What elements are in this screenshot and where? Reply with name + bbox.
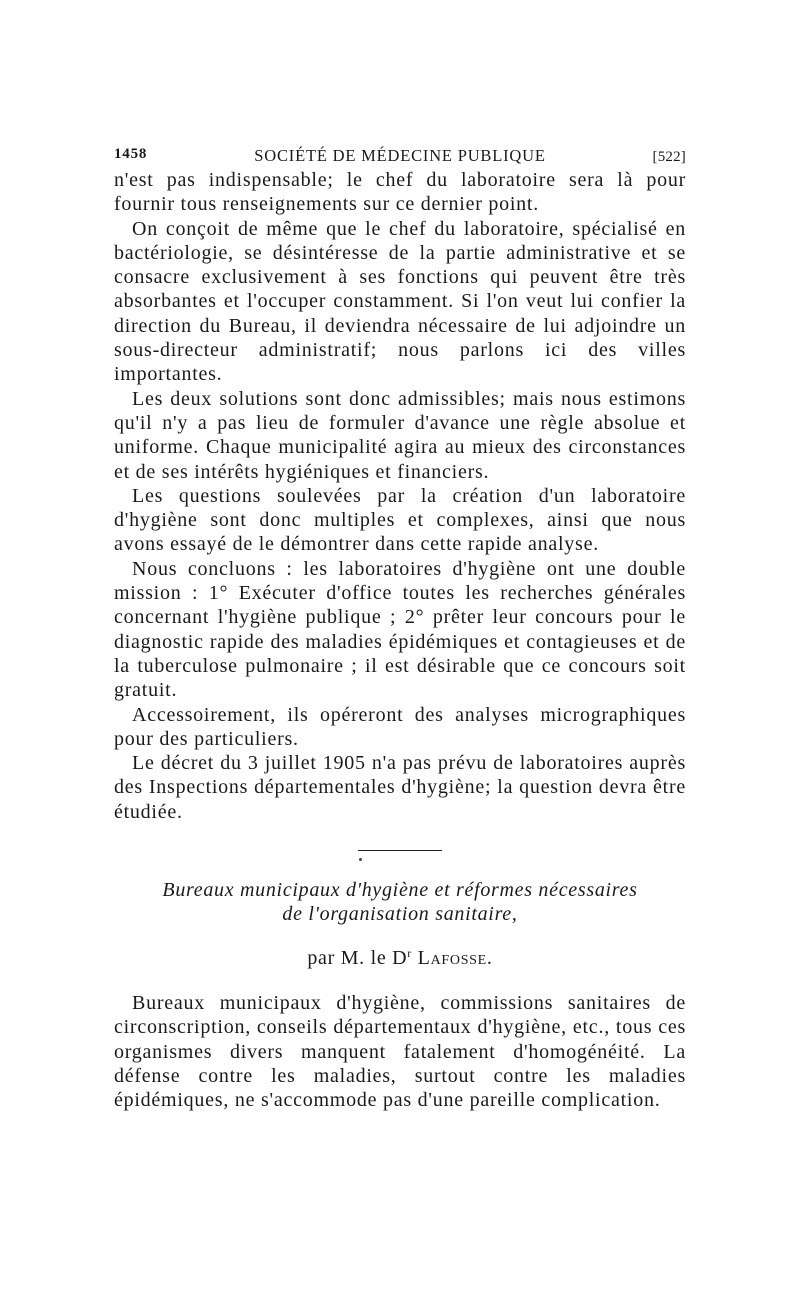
author-name: Lafosse.: [417, 947, 493, 970]
article-title-line-2: de l'organisation sanitaire,: [282, 902, 518, 925]
article-title-line-1: Bureaux municipaux d'hygiène et réformes nécessaires: [162, 879, 638, 902]
paragraph: Les questions soulevées par la création d'un laboratoire d'hygiène sont donc multiples et complexes, ainsi que nous avons essayé de le démontrer dans cette rapide analyse.: [114, 484, 686, 556]
previous-article-body: [114, 168, 686, 824]
article-title: [114, 879, 686, 926]
separator-dot: [359, 858, 362, 861]
book-page: [114, 142, 686, 1113]
paragraph: n'est pas indispensable; le chef du laboratoire sera là pour fournir tous renseignements sur ce dernier point.: [114, 169, 686, 216]
journal-title: SOCIÉTÉ DE MÉDECINE PUBLIQUE: [254, 146, 546, 165]
paragraph: On conçoit de même que le chef du laboratoire, spécialisé en bactériologie, se désintéresse de la partie administrative et se consacre exclusivement à ses fonctions qui peuvent être très absorbantes et l'occuper constamment. Si l'on veut lui confier la direction du Bureau, il deviendra nécessaire de lui adjoindre un sous-directeur administratif; nous parlons ici des villes importantes.: [114, 217, 686, 386]
section-reference: [522]: [652, 149, 686, 165]
paragraph: Accessoirement, ils opéreront des analyses micrographiques pour des particuliers.: [114, 703, 686, 750]
page-number: 1458: [114, 146, 148, 162]
paragraph: Nous concluons : les laboratoires d'hygiène ont une double mission : 1° Exécuter d'office toutes les recherches générales concernant l'hygiène publique ; 2° prêter leur concours pour le diagnostic rapide des maladies épidémiques et contagieuses et de la tuberculose pulmonaire ; il est désirable que ce concours soit gratuit.: [114, 557, 686, 702]
byline-prefix: par M. le D: [307, 947, 408, 970]
running-header: [114, 142, 686, 168]
article-byline: [114, 946, 686, 970]
paragraph: Bureaux municipaux d'hygiène, commissions sanitaires de circonscription, conseils départementaux d'hygiène, etc., tous ces organismes divers manquent fatalement d'homogénéité. La défense contre les maladies, surtout contre les maladies épidémiques, ne s'accommode pas d'une pareille complication.: [114, 992, 686, 1112]
article-body: [114, 991, 686, 1112]
byline-superscript: r: [407, 946, 412, 961]
section-separator-rule: [358, 850, 442, 851]
paragraph: Le décret du 3 juillet 1905 n'a pas prévu de laboratoires auprès des Inspections départementales d'hygiène; la question devra être étudiée.: [114, 752, 686, 823]
paragraph: Les deux solutions sont donc admissibles; mais nous estimons qu'il n'y a pas lieu de formuler d'avance une règle absolue et uniforme. Chaque municipalité agira au mieux des circonstances et de ses intérêts hygiéniques et financiers.: [114, 387, 686, 483]
